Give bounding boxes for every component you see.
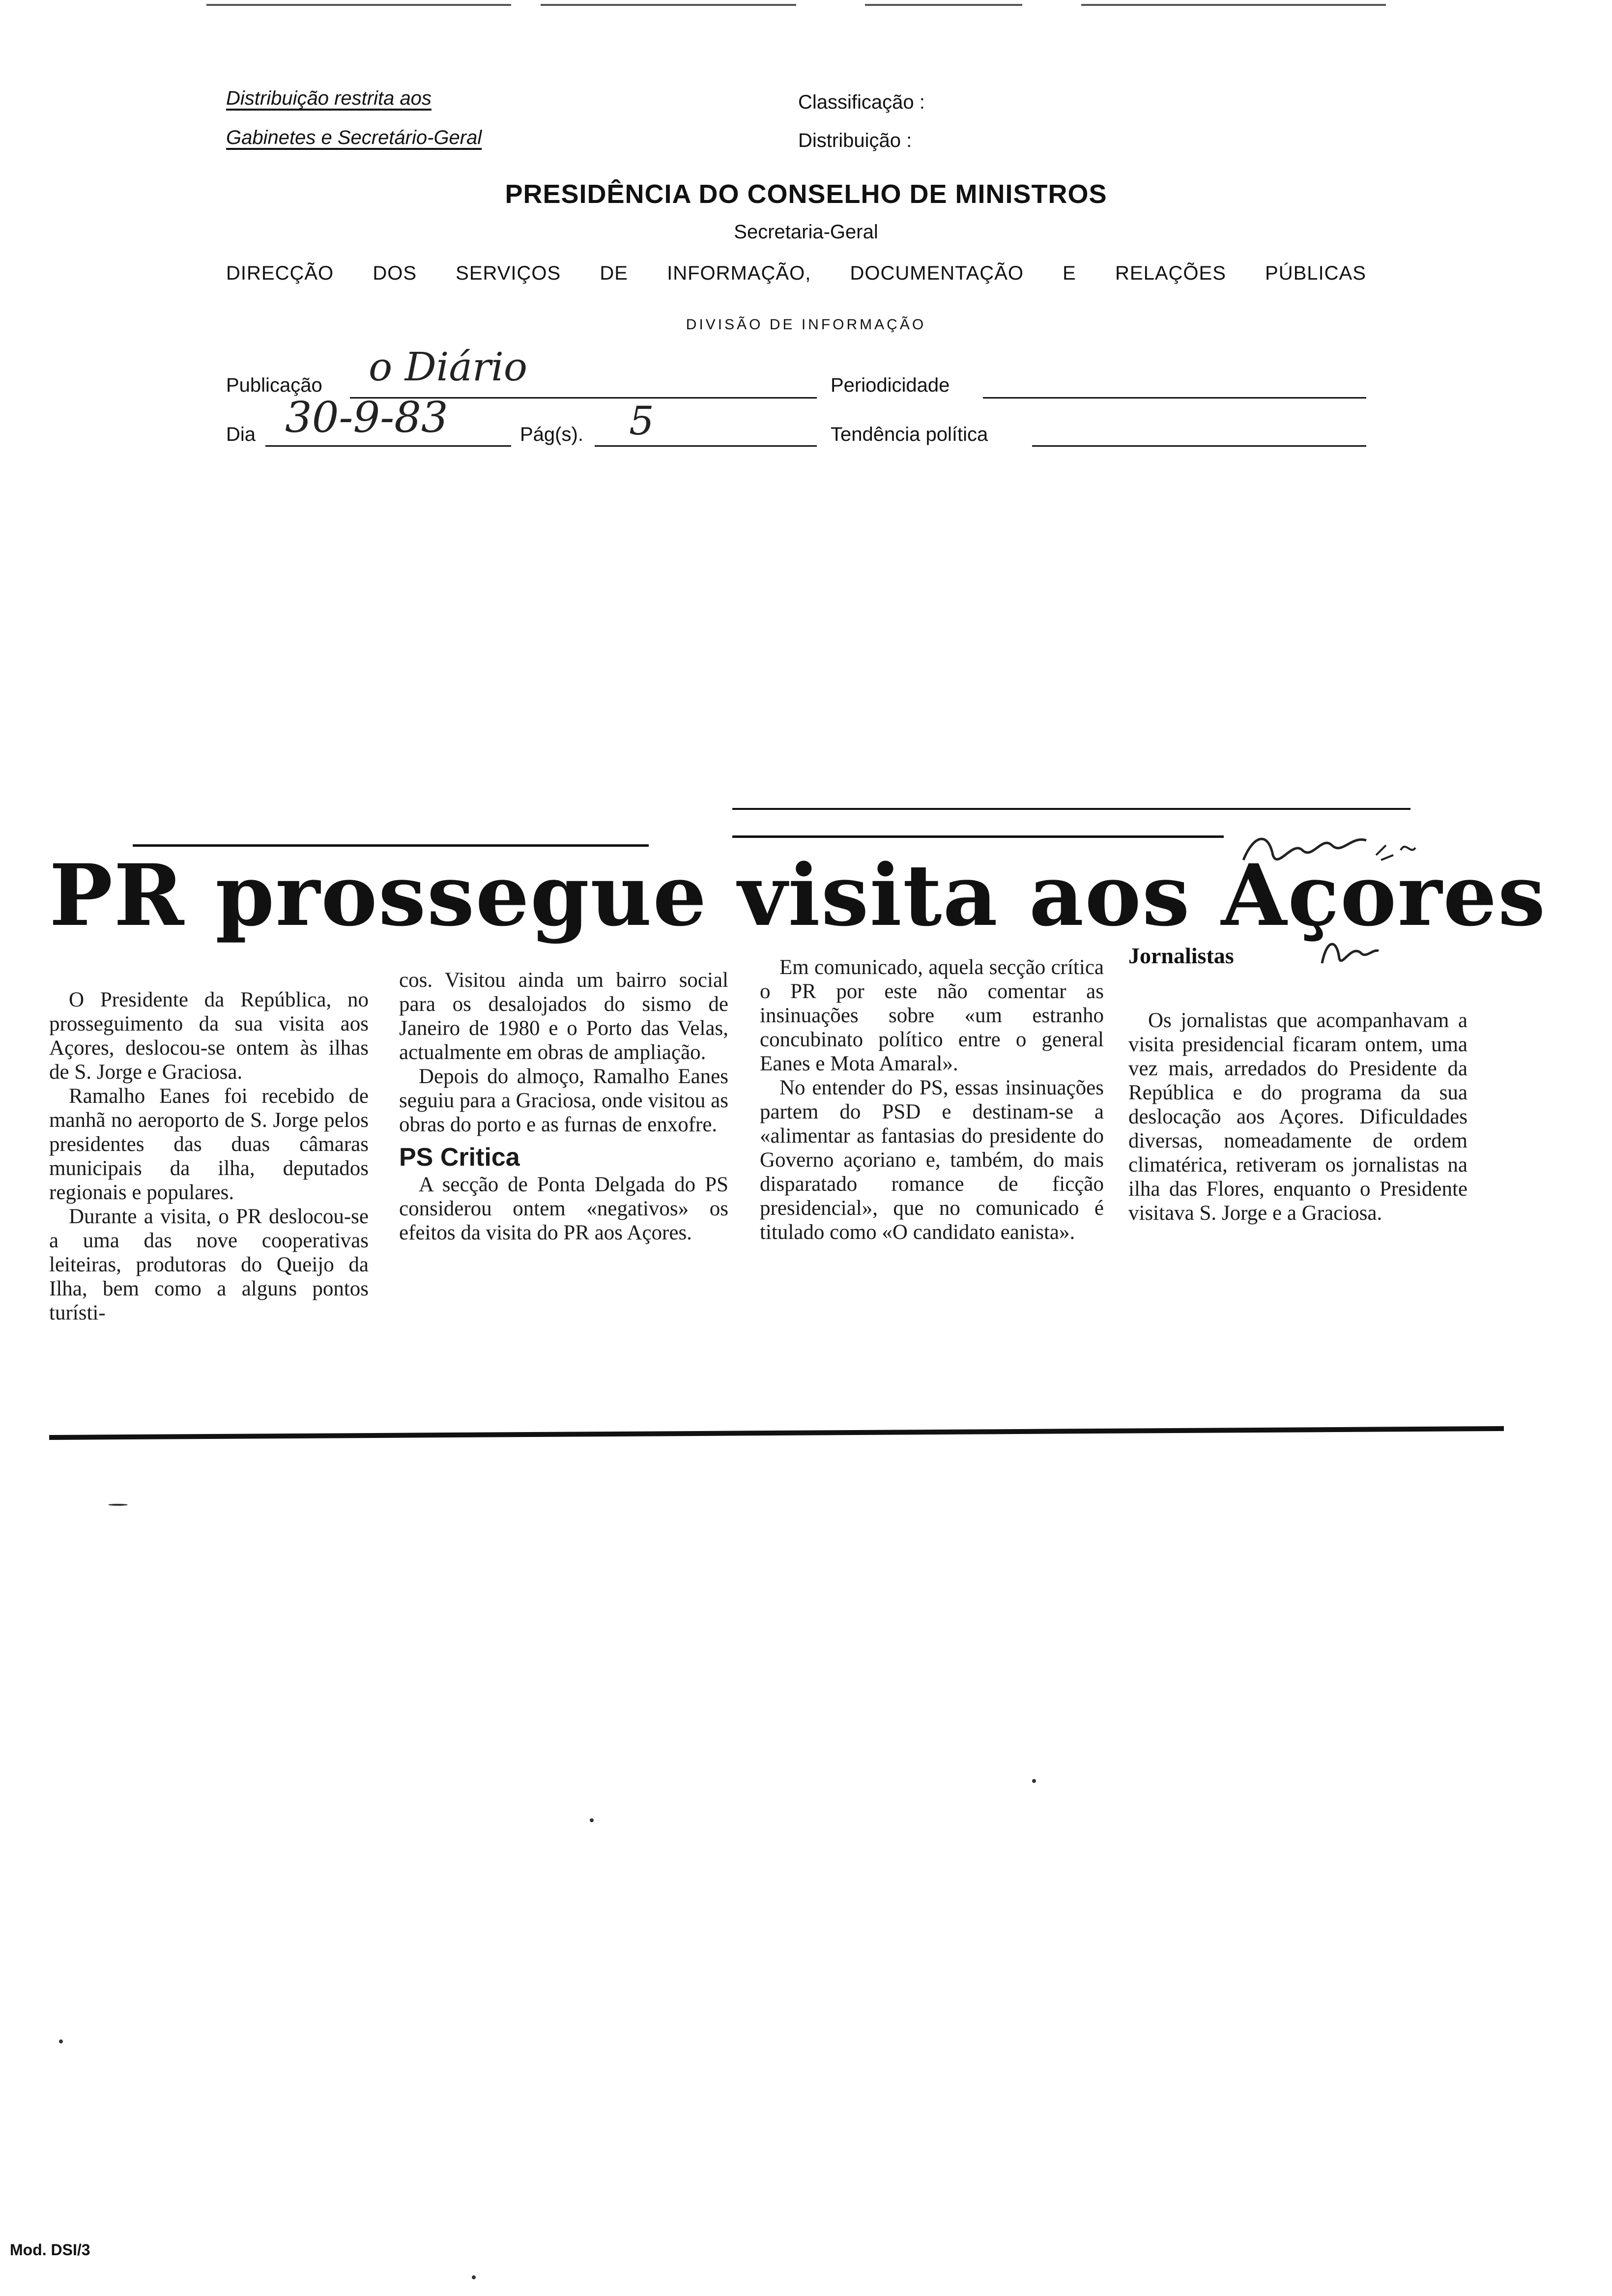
form-code: Mod. DSI/3 [10,2241,90,2259]
article-column-1 [49,988,369,1325]
day-underline [265,445,511,447]
directorate-word: E [1063,262,1076,284]
division-label: DIVISÃO DE INFORMAÇÃO [686,316,926,333]
directorate-word: SERVIÇOS [456,262,561,284]
paragraph: Os jornalistas que acompanhavam a visita presidencial ficaram ontem, uma vez mais, arredados do Presidente da República e do programa da sua deslocação aos Açores. Dificuldades diversas, nomeadamente de ordem climatérica, retiveram os jornalistas na ilha das Flores, enquanto o Presidente visitava S. Jorge e a Graciosa. [1128,1009,1468,1225]
article-headline: PR prossegue visita aos Açores [49,845,1547,945]
subheading-jornalistas: Jornalistas [1128,943,1234,968]
top-rule-2 [541,4,796,6]
paragraph: A secção de Ponta Delgada do PS considerou ontem «negativos» os efeitos da visita do PR aos Açores. [399,1173,728,1244]
directorate-word: DOS [373,262,417,284]
scan-speck [1032,1779,1036,1783]
article-column-2 [399,968,728,1245]
pages-underline [595,445,817,447]
paragraph: Ramalho Eanes foi recebido de manhã no aeroporto de S. Jorge pelos presidentes das duas câmaras municipais da ilha, deputados regionais e populares. [49,1085,369,1204]
periodicity-underline [983,397,1366,399]
pages-handwritten-value: 5 [629,398,654,444]
paragraph: Em comunicado, aquela secção crítica o PR por este não comentar as insinuações sobre «um estranho concubinato político entre o general Eanes e Mota Amaral». [760,956,1104,1075]
paragraph: cos. Visitou ainda um bairro social para os desalojados do sismo de Janeiro de 1980 e o Porto das Velas, actualmente em obras de ampliação. [399,969,728,1064]
distribution-label: Distribuição : [798,130,912,151]
scan-speck [472,2275,476,2279]
secretariat-subtitle: Secretaria-Geral [734,221,878,243]
article-column-3 [760,955,1104,1244]
publication-handwritten-value: o Diário [369,344,528,390]
scan-speck [590,1818,594,1822]
clipping-top-rule-right-2 [732,835,1224,838]
directorate-line [226,262,1366,285]
political-tendency-underline [1032,445,1366,447]
top-rule-1 [206,4,511,6]
publication-label: Publicação [226,374,322,396]
top-rule-4 [1081,4,1386,6]
day-handwritten-value: 30-9-83 [285,393,448,442]
distribution-restricted-line2: Gabinetes e Secretário-Geral [226,127,482,148]
directorate-word: DIRECÇÃO [226,262,334,284]
directorate-word: DE [600,262,628,284]
scan-speck [59,2039,63,2043]
pages-label: Pág(s). [520,424,583,445]
day-label: Dia [226,424,256,445]
paragraph: Durante a visita, o PR deslocou-se a uma das nove cooperativas leiteiras, produtoras do Queijo da Ilha, bem como a alguns pontos turísti- [49,1205,369,1324]
directorate-word: PÚBLICAS [1265,262,1366,284]
distribution-restricted-line1: Distribuição restrita aos [226,87,432,109]
article-column-4 [1128,1008,1468,1225]
paragraph: Depois do almoço, Ramalho Eanes seguiu para a Graciosa, onde visitou as obras do porto e as furnas de enxofre. [399,1065,728,1136]
top-rule-3 [865,4,1022,6]
subheading-ps-critica: PS Critica [399,1143,520,1172]
institution-title: PRESIDÊNCIA DO CONSELHO DE MINISTROS [505,179,1107,209]
periodicity-label: Periodicidade [831,374,950,396]
directorate-word: DOCUMENTAÇÃO [850,262,1024,284]
political-tendency-label: Tendência política [831,424,988,445]
scan-speck [108,1504,128,1506]
directorate-word: RELAÇÕES [1115,262,1226,284]
clipping-bottom-rule [49,1426,1504,1440]
directorate-word: INFORMAÇÃO, [667,262,811,284]
paragraph: No entender do PS, essas insinuações partem do PSD e destinam-se a «alimentar as fantasias do presidente do Governo açoriano e, também, do mais disparatado romance de ficção presidencial», que no comunicado é titulado como «O candidato eanista». [760,1076,1104,1244]
classification-label: Classificação : [798,91,925,113]
paragraph: O Presidente da República, no prosseguimento da sua visita aos Açores, deslocou-se ontem às ilhas de S. Jorge e Graciosa. [49,988,369,1084]
